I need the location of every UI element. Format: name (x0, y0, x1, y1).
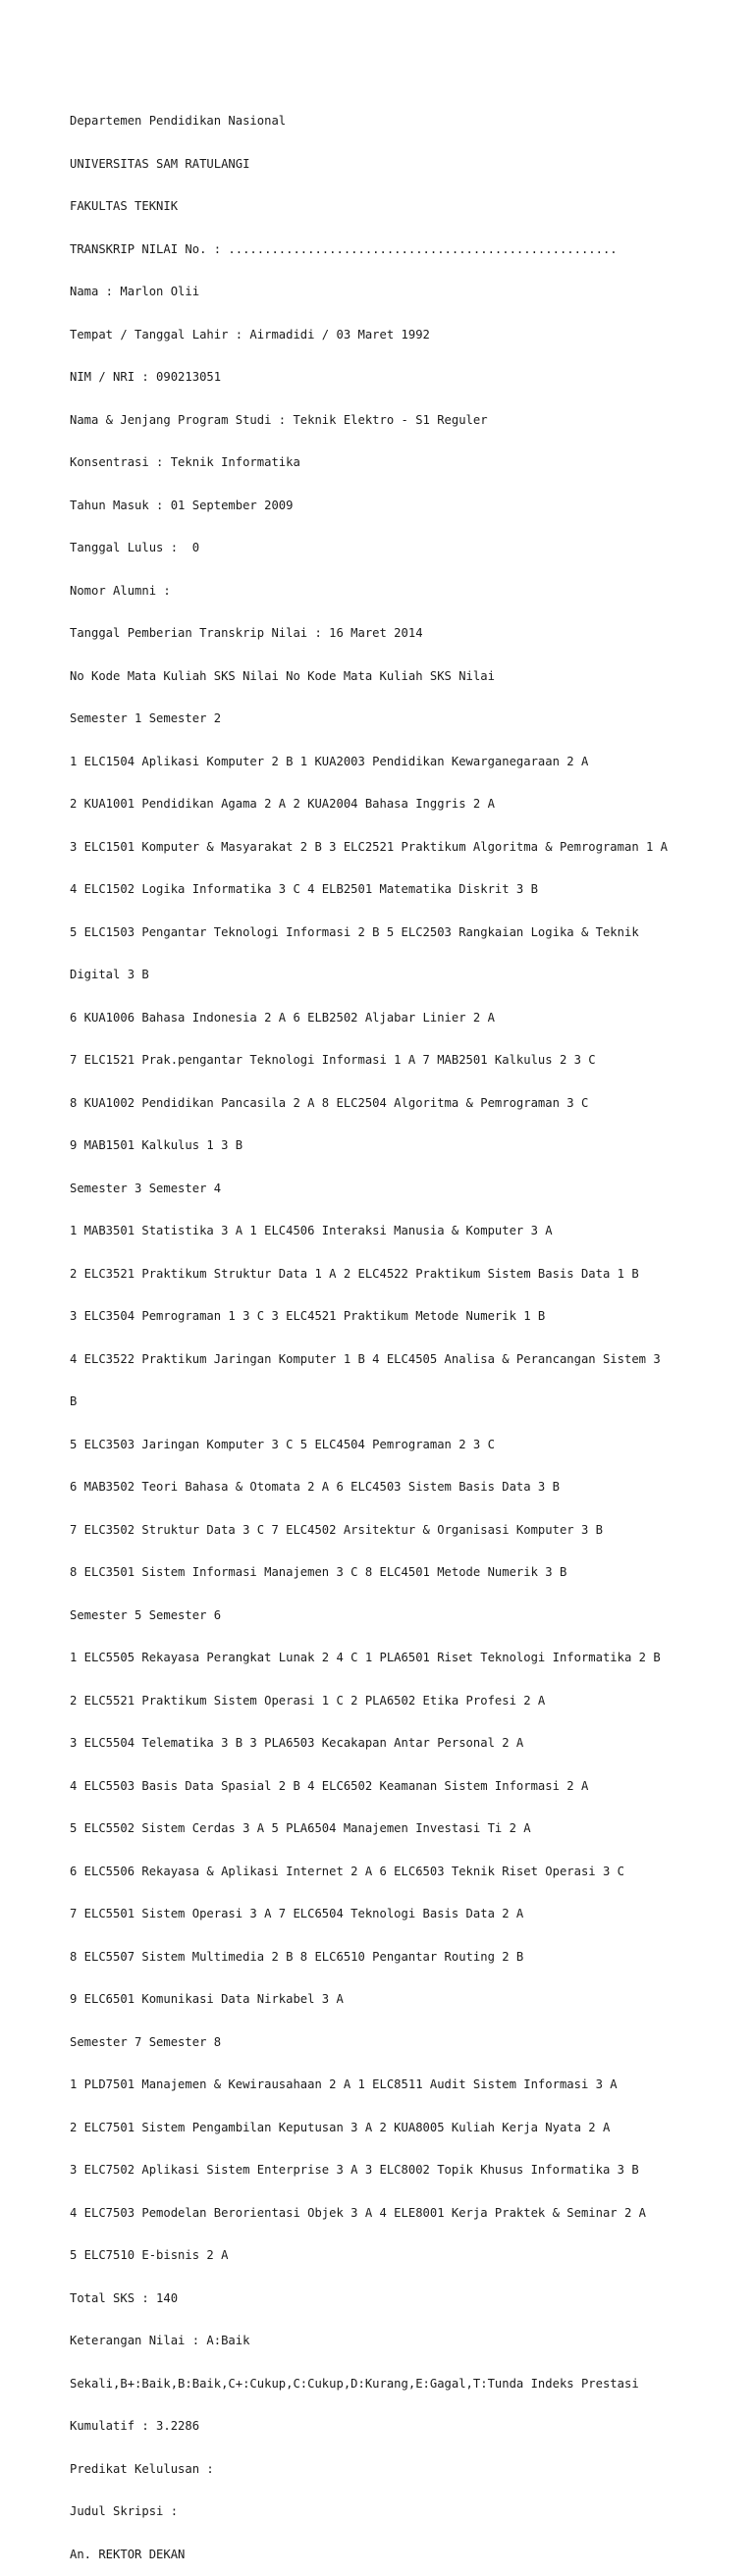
line-course-row: 5 ELC5502 Sistem Cerdas 3 A 5 PLA6504 Manajemen Investasi Ti 2 A (70, 1821, 531, 1835)
line-grade-legend: Keterangan Nilai : A:Baik (70, 2334, 250, 2347)
line-course-row: 1 MAB3501 Statistika 3 A 1 ELC4506 Interaksi Manusia & Komputer 3 A (70, 1224, 553, 1237)
line-faculty: FAKULTAS TEKNIK (70, 199, 179, 213)
line-semester-heading: Semester 3 Semester 4 (70, 1181, 222, 1195)
line-course-row: 6 KUA1006 Bahasa Indonesia 2 A 6 ELB2502 Aljabar Linier 2 A (70, 1010, 495, 1025)
line-course-row: 8 ELC5507 Sistem Multimedia 2 B 8 ELC6510 Pengantar Routing 2 B (70, 1949, 524, 1964)
line-nim: NIM / NRI : 090213051 (70, 370, 222, 384)
line-predicate: Predikat Kelulusan : (70, 2461, 214, 2476)
line-course-row: 9 MAB1501 Kalkulus 1 3 B (70, 1138, 243, 1152)
line-concentration: Konsentrasi : Teknik Informatika (70, 455, 300, 469)
line-study-program: Nama & Jenjang Program Studi : Teknik Elektro - S1 Reguler (70, 412, 488, 427)
line-table-header: No Kode Mata Kuliah SKS Nilai No Kode Mata Kuliah SKS Nilai (70, 668, 495, 683)
line-semester-heading: Semester 5 Semester 6 (70, 1607, 222, 1622)
line-course-row: B (70, 1394, 78, 1408)
line-student-name: Nama : Marlon Olii (70, 285, 200, 298)
line-course-row: 9 ELC6501 Komunikasi Data Nirkabel 3 A (70, 1992, 344, 2006)
line-course-row: 2 ELC7501 Sistem Pengambilan Keputusan 3 A 2 KUA8005 Kuliah Kerja Nyata 2 A (70, 2120, 611, 2134)
line-ministry: Departemen Pendidikan Nasional (70, 114, 287, 128)
line-grade-legend-cont: Sekali,B+:Baik,B:Baik,C+:Cukup,C:Cukup,D:Kurang,E:Gagal,T:Tunda Indeks Prestasi (70, 2376, 639, 2391)
line-course-row: 8 ELC3501 Sistem Informasi Manajemen 3 C 8 ELC4501 Metode Numerik 3 B (70, 1565, 567, 1579)
line-course-row: 5 ELC7510 E-bisnis 2 A (70, 2248, 229, 2262)
line-course-row: 2 ELC3521 Praktikum Struktur Data 1 A 2 ELC4522 Praktikum Sistem Basis Data 1 B (70, 1266, 639, 1281)
line-course-row: 1 ELC1504 Aplikasi Komputer 2 B 1 KUA2003 Pendidikan Kewarganegaraan 2 A (70, 754, 589, 768)
line-course-row: 4 ELC3522 Praktikum Jaringan Komputer 1 B 4 ELC4505 Analisa & Perancangan Sistem 3 (70, 1351, 661, 1366)
line-semester-heading: Semester 7 Semester 8 (70, 2034, 222, 2049)
line-semester-heading: Semester 1 Semester 2 (70, 711, 222, 725)
line-course-row: 4 ELC5503 Basis Data Spasial 2 B 4 ELC6502 Keamanan Sistem Informasi 2 A (70, 1778, 589, 1793)
line-graduation-date: Tanggal Lulus : 0 (70, 541, 200, 554)
line-course-row: 4 ELC7503 Pemodelan Berorientasi Objek 3 A 4 ELE8001 Kerja Praktek & Seminar 2 A (70, 2205, 646, 2220)
line-thesis-title: Judul Skripsi : (70, 2504, 179, 2518)
line-course-row: 3 ELC1501 Komputer & Masyarakat 2 B 3 ELC2521 Praktikum Algoritma & Pemrograman 1 A (70, 839, 669, 854)
line-course-row: 6 ELC5506 Rekayasa & Aplikasi Internet 2 A 6 ELC6503 Teknik Riset Operasi 3 C (70, 1864, 624, 1878)
line-course-row: 3 ELC7502 Aplikasi Sistem Enterprise 3 A 3 ELC8002 Topik Khusus Informatika 3 B (70, 2163, 639, 2177)
line-course-row: 2 ELC5521 Praktikum Sistem Operasi 1 C 2 PLA6502 Etika Profesi 2 A (70, 1693, 546, 1708)
line-issue-date: Tanggal Pemberian Transkrip Nilai : 16 Maret 2014 (70, 626, 423, 640)
line-course-row: 5 ELC1503 Pengantar Teknologi Informasi 2 B 5 ELC2503 Rangkaian Logika & Teknik (70, 924, 639, 939)
line-entry-year: Tahun Masuk : 01 September 2009 (70, 498, 294, 512)
line-gpa: Kumulatif : 3.2286 (70, 2419, 200, 2433)
line-course-row: 6 MAB3502 Teori Bahasa & Otomata 2 A 6 ELC4503 Sistem Basis Data 3 B (70, 1480, 560, 1494)
line-course-row: 1 ELC5505 Rekayasa Perangkat Lunak 2 4 C 1 PLA6501 Riset Teknologi Informatika 2 B (70, 1651, 661, 1664)
line-transcript-number: TRANSKRIP NILAI No. : ...................................................... (70, 241, 618, 256)
line-course-row: 7 ELC3502 Struktur Data 3 C 7 ELC4502 Arsitektur & Organisasi Komputer 3 B (70, 1522, 603, 1537)
line-course-row: 5 ELC3503 Jaringan Komputer 3 C 5 ELC4504 Pemrograman 2 3 C (70, 1437, 495, 1451)
line-course-row: 3 ELC5504 Telematika 3 B 3 PLA6503 Kecakapan Antar Personal 2 A (70, 1736, 524, 1750)
line-course-row: 7 ELC5501 Sistem Operasi 3 A 7 ELC6504 Teknologi Basis Data 2 A (70, 1907, 524, 1920)
line-alumni-number: Nomor Alumni : (70, 583, 171, 598)
line-university: UNIVERSITAS SAM RATULANGI (70, 156, 250, 171)
transcript-document (70, 85, 698, 2576)
line-course-row: 4 ELC1502 Logika Informatika 3 C 4 ELB2501 Matematika Diskrit 3 B (70, 882, 538, 896)
line-course-row: 7 ELC1521 Prak.pengantar Teknologi Informasi 1 A 7 MAB2501 Kalkulus 2 3 C (70, 1053, 596, 1067)
line-course-row: 1 PLD7501 Manajemen & Kewirausahaan 2 A 1 ELC8511 Audit Sistem Informasi 3 A (70, 2077, 618, 2091)
line-course-row: 8 KUA1002 Pendidikan Pancasila 2 A 8 ELC2504 Algoritma & Pemrograman 3 C (70, 1095, 589, 1110)
line-course-row: 2 KUA1001 Pendidikan Agama 2 A 2 KUA2004 Bahasa Inggris 2 A (70, 797, 495, 811)
line-birth: Tempat / Tanggal Lahir : Airmadidi / 03 Maret 1992 (70, 327, 430, 342)
line-signatory: An. REKTOR DEKAN (70, 2547, 186, 2561)
line-total-sks: Total SKS : 140 (70, 2290, 179, 2305)
line-course-row: Digital 3 B (70, 968, 149, 981)
line-course-row: 3 ELC3504 Pemrograman 1 3 C 3 ELC4521 Praktikum Metode Numerik 1 B (70, 1309, 546, 1323)
